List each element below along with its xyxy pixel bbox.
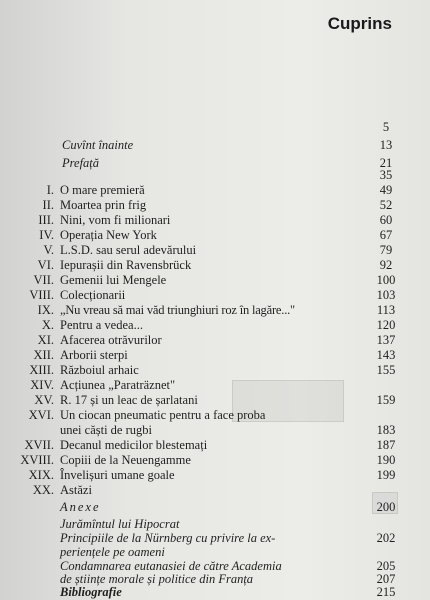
toc-page: 103	[376, 288, 396, 302]
toc-title: Iepurașii din Ravensbrück	[60, 258, 192, 272]
toc-num: IV.	[39, 228, 54, 242]
toc-num: V.	[43, 243, 54, 257]
annex-heading: Anexe	[60, 500, 101, 514]
toc-title: Colecționarii	[60, 288, 126, 302]
annex-row	[0, 585, 430, 600]
toc-title: „Nu vreau să mai văd triunghiuri roz în lagăre..."	[60, 303, 295, 317]
toc-num: IX.	[37, 303, 54, 317]
page-title: Cuprins	[327, 14, 392, 33]
toc-page: 67	[379, 228, 393, 242]
annex-title: periențele pe oameni	[60, 545, 165, 559]
toc-row	[0, 453, 430, 468]
toc-row	[0, 378, 430, 393]
toc-num: XV.	[34, 393, 54, 407]
toc-row	[0, 318, 430, 333]
toc-page: 113	[376, 303, 396, 317]
toc-page: 13	[379, 138, 393, 152]
toc-num: XIII.	[29, 363, 54, 377]
toc-row	[0, 120, 430, 135]
toc-page: 49	[379, 183, 393, 197]
toc-num: X.	[41, 318, 54, 332]
toc-title: Cuvînt înainte	[62, 138, 134, 152]
toc-page: 137	[376, 333, 396, 347]
toc-row	[0, 363, 430, 378]
toc-num: VIII.	[29, 288, 54, 302]
toc-page: 159	[376, 393, 396, 407]
toc-row	[0, 438, 430, 453]
toc-num: XVI.	[28, 408, 54, 422]
toc-page: 143	[376, 348, 396, 362]
toc-title: Copiii de la Neuengamme	[60, 453, 191, 467]
toc-row	[0, 468, 430, 483]
toc-num: XIV.	[30, 378, 54, 392]
toc-row	[0, 138, 430, 153]
toc-row	[0, 258, 430, 273]
annex-heading-row	[0, 500, 430, 515]
toc-page: 190	[376, 453, 396, 467]
toc-page: 5	[382, 120, 390, 134]
toc-title: Pentru a vedea...	[60, 318, 143, 332]
toc-row	[0, 183, 430, 198]
toc-page: 183	[376, 423, 396, 437]
toc-row	[0, 303, 430, 318]
toc-title: Nini, vom fi milionari	[60, 213, 171, 227]
toc-row	[0, 213, 430, 228]
annex-title: Condamnarea eutanasiei de către Academia	[60, 559, 282, 573]
toc-num: VII.	[33, 273, 54, 287]
toc-title: Un ciocan pneumatic pentru a face proba	[60, 408, 266, 422]
toc-page: 35	[379, 168, 393, 182]
toc-title: Decanul medicilor blestemați	[60, 438, 208, 452]
toc-row	[0, 393, 430, 408]
toc-page: 207	[376, 572, 396, 586]
toc-num: XII.	[33, 348, 54, 362]
annex-title: Principiile de la Nürnberg cu privire la ex-	[60, 531, 276, 545]
toc-num: XIX.	[28, 468, 54, 482]
toc-num: II.	[42, 198, 54, 212]
toc-page: 187	[376, 438, 396, 452]
toc-title: Astăzi	[60, 483, 92, 497]
toc-title: Afacerea otrăvurilor	[60, 333, 162, 347]
toc-page: 100	[376, 273, 396, 287]
toc-row	[0, 198, 430, 213]
toc-title: Prefață	[62, 156, 100, 170]
toc-page: 202	[376, 531, 396, 545]
annex-row	[0, 517, 430, 532]
toc-num: VI.	[37, 258, 54, 272]
toc-title: Acțiunea „Paraträznet"	[60, 378, 176, 392]
toc-title: Războiul arhaic	[60, 363, 139, 377]
toc-page: 120	[376, 318, 396, 332]
toc-title: Operația New York	[60, 228, 157, 242]
toc-page: 60	[379, 213, 393, 227]
toc-num: XI.	[37, 333, 54, 347]
toc-num: I.	[46, 183, 54, 197]
annex-title: Bibliografie	[60, 585, 122, 599]
annex-title: Jurămîntul lui Hipocrat	[60, 517, 180, 531]
toc-num: XX.	[32, 483, 54, 497]
toc-row	[0, 408, 430, 423]
toc-num: XVII.	[24, 438, 54, 452]
toc-title: Moartea prin frig	[60, 198, 147, 212]
annex-title: de științe morale și politice din Franța	[60, 572, 254, 586]
toc-title: O mare premieră	[60, 183, 145, 197]
toc-page: 92	[379, 258, 393, 272]
toc-num: III.	[38, 213, 54, 227]
toc-row	[0, 348, 430, 363]
toc-title: Arborii sterpi	[60, 348, 128, 362]
toc-row	[0, 168, 430, 183]
toc-page: 200	[376, 500, 396, 514]
toc-row	[0, 288, 430, 303]
toc-title: L.S.D. sau serul adevărului	[60, 243, 197, 257]
toc-num: XVIII.	[20, 453, 54, 467]
toc-page: 205	[376, 559, 396, 573]
toc-row	[0, 243, 430, 258]
annex-row	[0, 531, 430, 546]
toc-title: Gemenii lui Mengele	[60, 273, 167, 287]
toc-title: R. 17 și un leac de șarlatani	[60, 393, 198, 407]
toc-page: 155	[376, 363, 396, 377]
toc-title: unei căști de rugbi	[60, 423, 152, 437]
toc-page: 199	[376, 468, 396, 482]
toc-row	[0, 483, 430, 498]
toc-page: 21	[379, 156, 393, 170]
toc-title: Învelișuri umane goale	[60, 468, 175, 482]
annex-row	[0, 545, 430, 560]
toc-row	[0, 333, 430, 348]
toc-row	[0, 273, 430, 288]
toc-page: 79	[379, 243, 393, 257]
toc-row	[0, 228, 430, 243]
toc-row	[0, 423, 430, 438]
toc-page: 215	[376, 585, 396, 599]
toc-page: 52	[379, 198, 393, 212]
